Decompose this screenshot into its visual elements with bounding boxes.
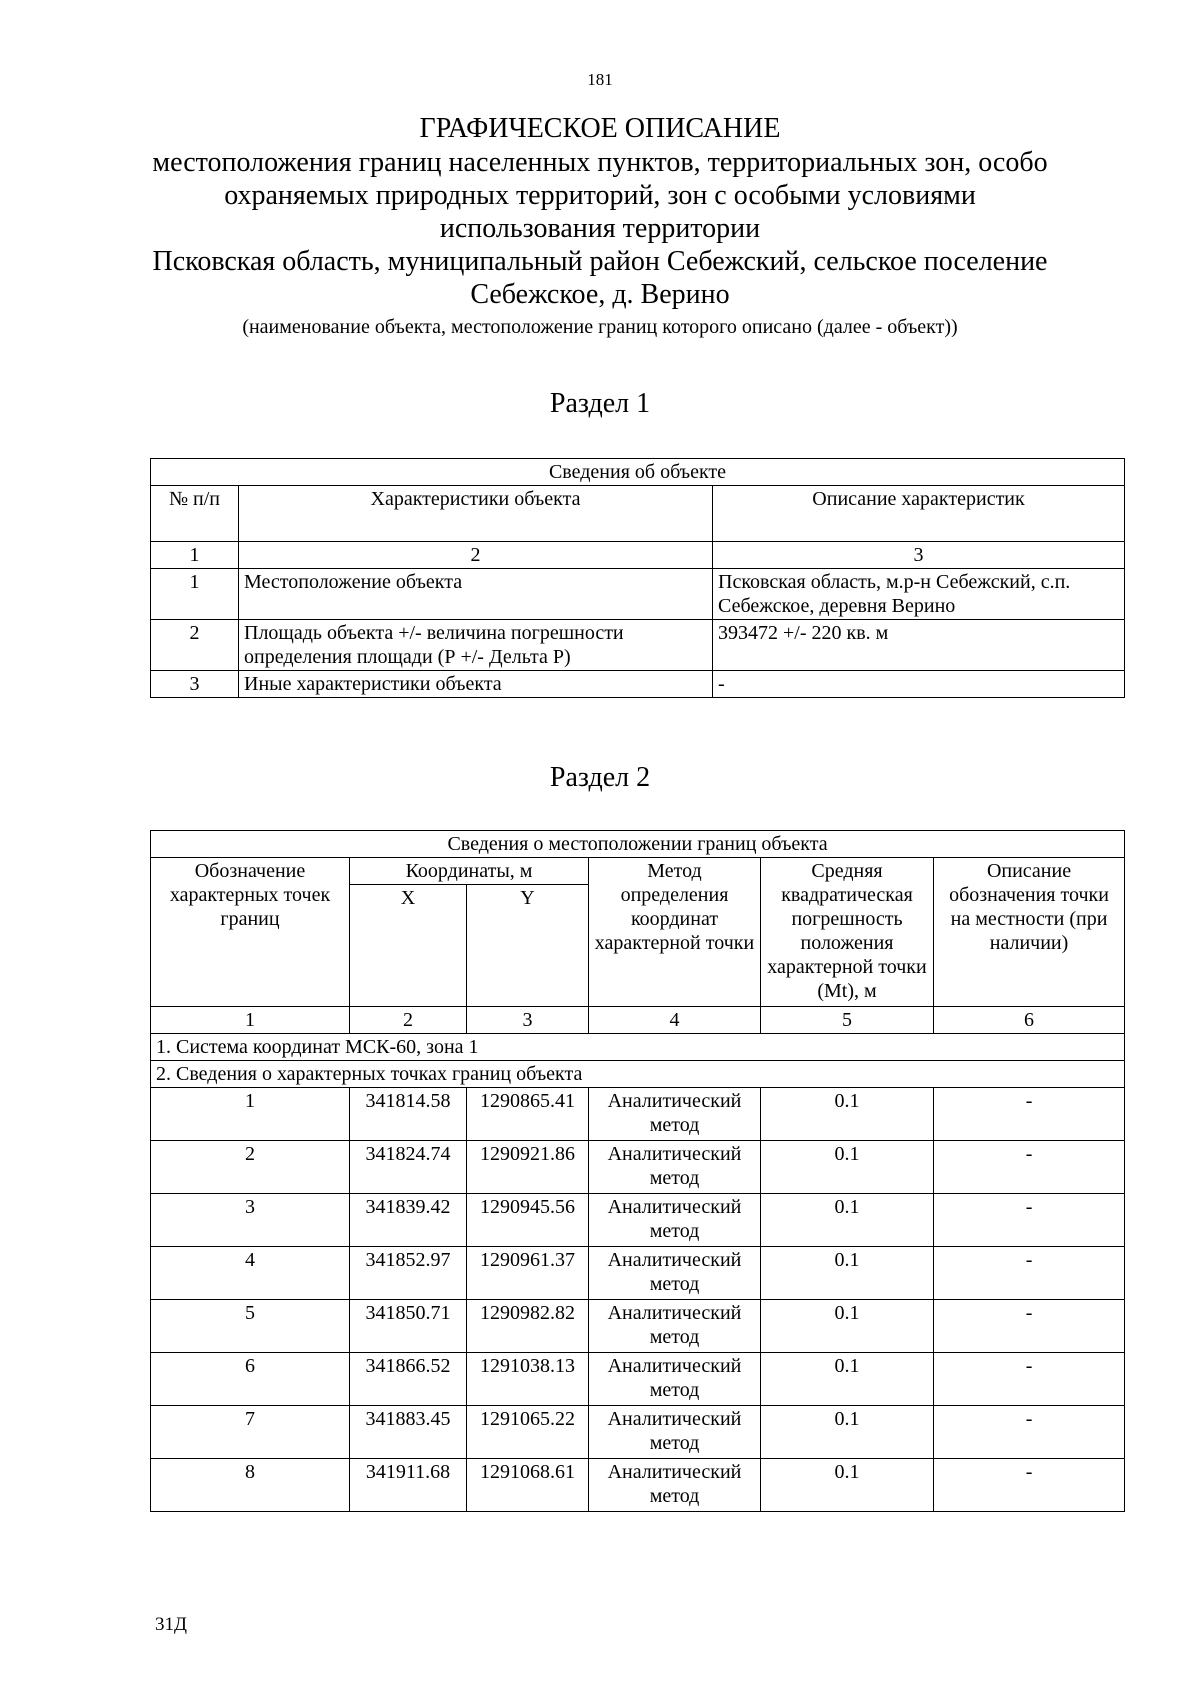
point-method: Аналитический метод bbox=[589, 1247, 761, 1300]
point-error: 0.1 bbox=[761, 1247, 934, 1300]
boundary-table-title: Сведения о местоположении границ объекта bbox=[151, 831, 1125, 858]
point-x: 341839.42 bbox=[350, 1194, 467, 1247]
heading-line-4: Псковская область, муниципальный район Себежский, сельское поселение bbox=[152, 246, 1048, 277]
heading-line-1: местоположения границ населенных пунктов, территориальных зон, особо bbox=[152, 147, 1048, 178]
point-description: - bbox=[934, 1088, 1125, 1141]
table-row bbox=[151, 620, 1125, 671]
point-id: 5 bbox=[151, 1300, 350, 1353]
row-num: 3 bbox=[151, 671, 239, 698]
point-error: 0.1 bbox=[761, 1406, 934, 1459]
row-description: - bbox=[713, 671, 1125, 698]
row-characteristic: Площадь объекта +/- величина погрешности определения площади (Р +/- Дельта Р) bbox=[239, 620, 713, 671]
point-method: Аналитический метод bbox=[589, 1194, 761, 1247]
header-number-cell: 6 bbox=[934, 1007, 1125, 1034]
header-point-description: Описание обозначения точки на местности (при наличии) bbox=[934, 858, 1125, 1007]
point-description: - bbox=[934, 1353, 1125, 1406]
point-error: 0.1 bbox=[761, 1141, 934, 1194]
header-number-cell: 5 bbox=[761, 1007, 934, 1034]
point-method: Аналитический метод bbox=[589, 1141, 761, 1194]
point-x: 341814.58 bbox=[350, 1088, 467, 1141]
heading-line-5: Себежское, д. Верино bbox=[470, 279, 730, 310]
object-info-table bbox=[150, 458, 1125, 698]
point-y: 1290865.41 bbox=[467, 1088, 589, 1141]
point-description: - bbox=[934, 1247, 1125, 1300]
header-point-designation: Обозначение характерных точек границ bbox=[151, 858, 350, 1007]
heading-line-3: использования территории bbox=[439, 213, 761, 244]
point-description: - bbox=[934, 1459, 1125, 1512]
table-row bbox=[151, 1406, 1125, 1459]
document-heading bbox=[0, 112, 1200, 341]
section-1-title: Раздел 1 bbox=[549, 388, 651, 419]
point-x: 341850.71 bbox=[350, 1300, 467, 1353]
point-method: Аналитический метод bbox=[589, 1088, 761, 1141]
row-num: 2 bbox=[151, 620, 239, 671]
point-id: 8 bbox=[151, 1459, 350, 1512]
header-characteristic: Характеристики объекта bbox=[239, 486, 713, 542]
point-y: 1291038.13 bbox=[467, 1353, 589, 1406]
section-2-title: Раздел 2 bbox=[549, 762, 651, 793]
point-description: - bbox=[934, 1194, 1125, 1247]
row-num: 1 bbox=[151, 569, 239, 620]
point-x: 341824.74 bbox=[350, 1141, 467, 1194]
point-error: 0.1 bbox=[761, 1353, 934, 1406]
point-y: 1290945.56 bbox=[467, 1194, 589, 1247]
point-y: 1291065.22 bbox=[467, 1406, 589, 1459]
point-y: 1290961.37 bbox=[467, 1247, 589, 1300]
page-number: 181 bbox=[587, 70, 613, 89]
point-id: 4 bbox=[151, 1247, 350, 1300]
header-method: Метод определения координат характерной точки bbox=[589, 858, 761, 1007]
table-row bbox=[151, 1088, 1125, 1141]
header-coordinates: Координаты, м bbox=[350, 858, 589, 885]
header-description: Описание характеристик bbox=[713, 486, 1125, 542]
point-description: - bbox=[934, 1406, 1125, 1459]
point-y: 1290921.86 bbox=[467, 1141, 589, 1194]
point-description: - bbox=[934, 1300, 1125, 1353]
heading-caption: (наименование объекта, местоположение границ которого описано (далее - объект)) bbox=[242, 316, 958, 338]
header-number-cell: 3 bbox=[713, 542, 1125, 569]
table-row bbox=[151, 1459, 1125, 1512]
point-x: 341866.52 bbox=[350, 1353, 467, 1406]
header-number-cell: 2 bbox=[350, 1007, 467, 1034]
heading-line-2: охраняемых природных территорий, зон с особыми условиями bbox=[224, 180, 976, 211]
points-body bbox=[151, 1088, 1125, 1512]
point-id: 2 bbox=[151, 1141, 350, 1194]
table-row bbox=[151, 569, 1125, 620]
table-row bbox=[151, 1300, 1125, 1353]
point-error: 0.1 bbox=[761, 1088, 934, 1141]
point-x: 341852.97 bbox=[350, 1247, 467, 1300]
row-description: 393472 +/- 220 кв. м bbox=[713, 620, 1125, 671]
point-id: 1 bbox=[151, 1088, 350, 1141]
point-error: 0.1 bbox=[761, 1194, 934, 1247]
header-number-cell: 4 bbox=[589, 1007, 761, 1034]
table-row bbox=[151, 1247, 1125, 1300]
footer-code: 31Д bbox=[155, 1614, 187, 1635]
header-num: № п/п bbox=[151, 486, 239, 542]
points-section-row: 2. Сведения о характерных точках границ объекта bbox=[151, 1061, 1125, 1088]
row-characteristic: Местоположение объекта bbox=[239, 569, 713, 620]
object-info-table-title: Сведения об объекте bbox=[151, 459, 1125, 486]
header-y: Y bbox=[467, 885, 589, 1007]
point-description: - bbox=[934, 1141, 1125, 1194]
table-row bbox=[151, 1194, 1125, 1247]
point-id: 7 bbox=[151, 1406, 350, 1459]
point-method: Аналитический метод bbox=[589, 1300, 761, 1353]
point-method: Аналитический метод bbox=[589, 1353, 761, 1406]
point-y: 1290982.82 bbox=[467, 1300, 589, 1353]
table-row bbox=[151, 1353, 1125, 1406]
document-title: ГРАФИЧЕСКОЕ ОПИСАНИЕ bbox=[419, 113, 781, 144]
header-number-cell: 2 bbox=[239, 542, 713, 569]
row-description: Псковская область, м.р-н Себежский, с.п. Себежское, деревня Верино bbox=[713, 569, 1125, 620]
row-characteristic: Иные характеристики объекта bbox=[239, 671, 713, 698]
point-error: 0.1 bbox=[761, 1300, 934, 1353]
point-id: 6 bbox=[151, 1353, 350, 1406]
point-method: Аналитический метод bbox=[589, 1459, 761, 1512]
header-error: Средняя квадратическая погрешность положения характерной точки (Mt), м bbox=[761, 858, 934, 1007]
coordinate-system-row: 1. Система координат МСК-60, зона 1 bbox=[151, 1034, 1125, 1061]
boundary-points-table bbox=[150, 830, 1125, 1512]
point-y: 1291068.61 bbox=[467, 1459, 589, 1512]
header-number-cell: 1 bbox=[151, 542, 239, 569]
table-row bbox=[151, 1141, 1125, 1194]
header-number-cell: 1 bbox=[151, 1007, 350, 1034]
point-x: 341883.45 bbox=[350, 1406, 467, 1459]
point-method: Аналитический метод bbox=[589, 1406, 761, 1459]
point-id: 3 bbox=[151, 1194, 350, 1247]
point-error: 0.1 bbox=[761, 1459, 934, 1512]
header-x: X bbox=[350, 885, 467, 1007]
table-row bbox=[151, 671, 1125, 698]
header-number-cell: 3 bbox=[467, 1007, 589, 1034]
point-x: 341911.68 bbox=[350, 1459, 467, 1512]
